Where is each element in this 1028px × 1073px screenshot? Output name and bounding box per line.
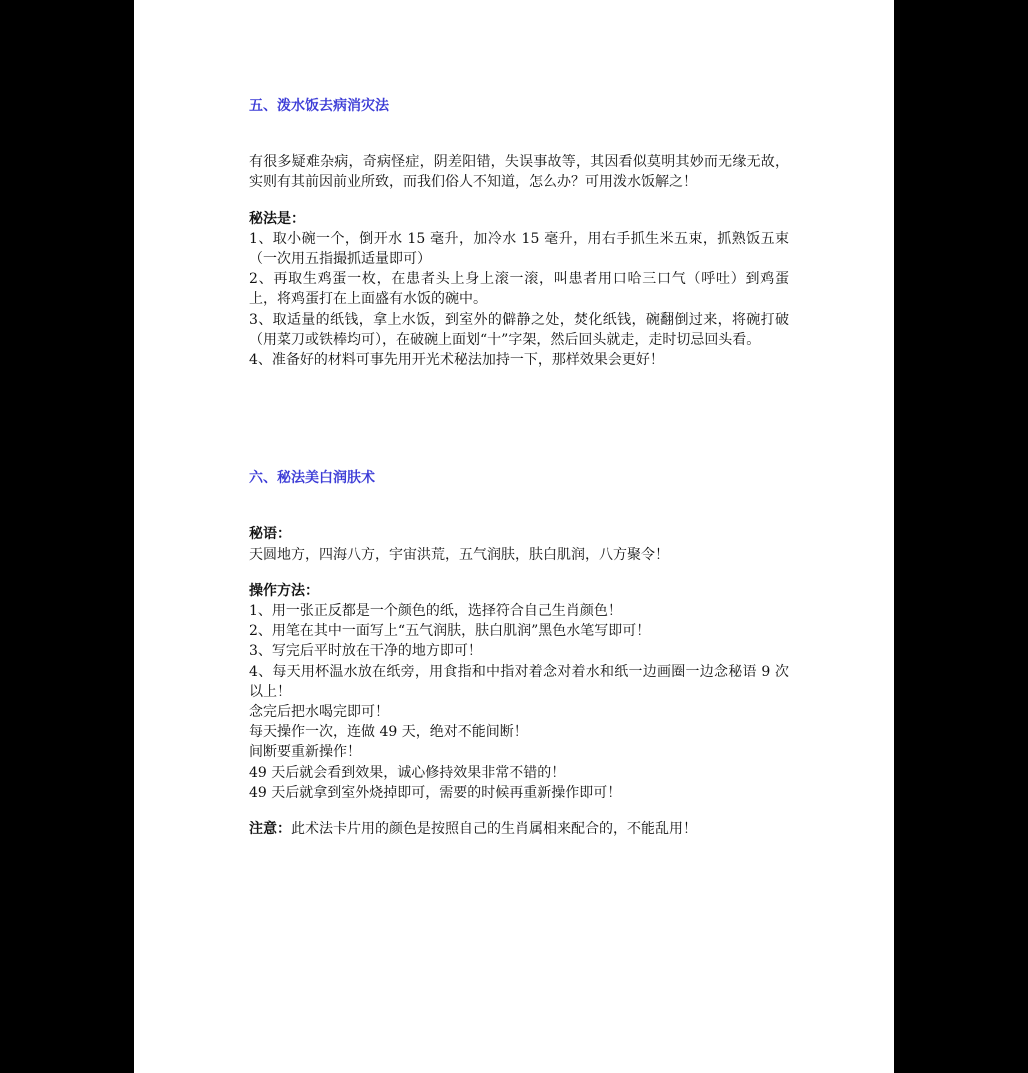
section-6-step: 49 天后就会看到效果，诚心修持效果非常不错的！: [249, 764, 566, 781]
section-6-step: 1、用一张正反都是一个颜色的纸，选择符合自己生肖颜色！: [249, 603, 622, 620]
section-6-step: 49 天后就拿到室外烧掉即可，需要的时候再重新操作即可！: [249, 784, 622, 801]
section-6-chant: 天圆地方，四海八方，宇宙洪荒，五气润肤，肤白肌润，八方聚令！: [249, 546, 669, 563]
section-6-step: 4、每天用杯温水放在纸旁，用食指和中指对着念对着水和纸一边画圈一边念秘语 9 次以上！: [249, 663, 789, 700]
document-content: [249, 96, 789, 839]
section-6-step: 3、写完后平时放在干净的地方即可！: [249, 643, 482, 660]
section-6-note-text: 此术法卡片用的颜色是按照自己的生肖属相来配合的，不能乱用！: [291, 821, 697, 838]
section-5-method-label: 秘法是：: [249, 210, 305, 227]
section-5-step: 2、再取生鸡蛋一枚，在患者头上身上滚一滚，叫患者用口哈三口气（呼吐）到鸡蛋上，将鸡蛋打在上面盛有水饭的碗中。: [249, 271, 789, 308]
section-6-chant-label: 秘语：: [249, 526, 291, 543]
section-6-step: 2、用笔在其中一面写上“五气润肤，肤白肌润”黑色水笔写即可！: [249, 623, 651, 640]
document-page: [134, 0, 894, 1073]
section-6-note-label: 注意：: [249, 821, 291, 838]
section-5-step: 1、取小碗一个，倒开水 15 毫升，加冷水 15 毫升，用右手抓生米五束，抓熟饭五束（一次用五指撮抓适量即可）: [249, 230, 789, 268]
section-5-step: 4、准备好的材料可事先用开光术秘法加持一下，那样效果会更好！: [249, 352, 664, 369]
section-5-intro: 有很多疑难杂病，奇病怪症，阴差阳错，失误事故等，其因看似莫明其妙而无缘无故，实则有其前因前业所致，而我们俗人不知道，怎么办？可用泼水饭解之！: [249, 154, 789, 191]
section-6-step: 念完后把水喝完即可！: [249, 704, 389, 721]
section-6-method-label: 操作方法：: [249, 582, 319, 599]
section-6-step: 间断要重新操作！: [249, 744, 361, 761]
section-6-step: 每天操作一次，连做 49 天，绝对不能间断！: [249, 724, 528, 741]
section-5-title: 五、泼水饭去病消灾法: [249, 98, 389, 114]
section-5-step: 3、取适量的纸钱，拿上水饭，到室外的僻静之处，焚化纸钱，碗翻倒过来，将碗打破（用菜刀或铁棒均可），在破碗上面划“十”字架，然后回头就走，走时切忌回头看。: [249, 311, 789, 348]
section-6-note: [249, 819, 789, 839]
section-6-title: 六、秘法美白润肤术: [249, 470, 375, 487]
